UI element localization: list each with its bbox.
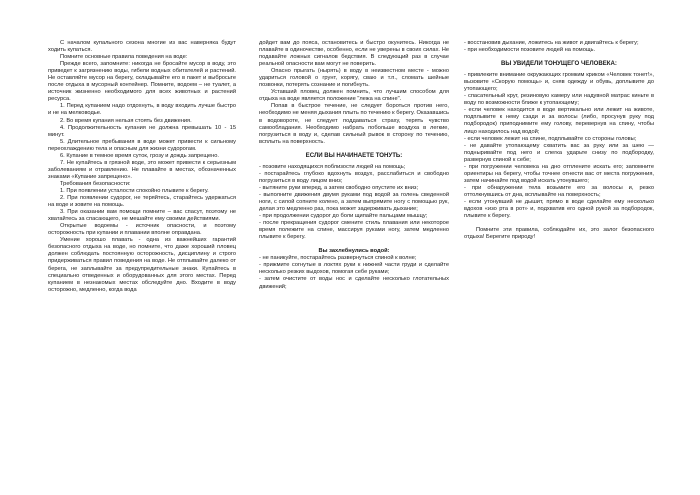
paragraph: - после прекращения судорог смените стиль плавания или некоторое время полежите на спине, массируя руками ногу, затем медленно плывите к берегу.	[259, 220, 449, 241]
paragraph: дойдет вам до пояса, остановитесь и быстро окунитесь. Никогда не плавайте в одиночестве, особенно, если не уверены в своих силах. Не подавайте ложных сигналов бедствия. В следующий раз в случае реальной опасности вам могут не поверить.	[259, 40, 449, 68]
paragraph: 2. При появлении судорог, не теряйтесь, старайтесь удержаться на воде и зовите на помощь.	[48, 195, 236, 209]
paragraph: - вытяните руки вперед, а затем свободно опустите их вниз;	[259, 184, 419, 191]
paragraph: Требования безопасности:	[60, 180, 131, 187]
paragraph: 4. Продолжительность купания не должна превышать 10 - 15 минут.	[48, 124, 236, 138]
text-column-3	[464, 40, 654, 241]
paragraph: - позовите находящихся поблизости людей на помощь;	[259, 163, 406, 170]
paragraph: Умение хорошо плавать - одна из важнейших гарантий безопасного отдыха на воде, но помните, что даже хороший пловец должен соблюдать постоянную осторожность, дисциплину и строго придерживаться правил поведения на воде. Не отплывайте далеко от берега, не заплывайте за предупредительные знаки. Купайтесь в специально отведенных и оборудованных для этого местах. Перед купанием в незнакомых местах обследуйте дно. Входите в воду осторожно, медленно, когда вода	[48, 237, 236, 293]
section-heading: ЕСЛИ ВЫ НАЧИНАЕТЕ ТОНУТЬ:	[305, 151, 403, 159]
paragraph: - при необходимости позовите людей на помощь.	[464, 47, 596, 54]
paragraph: 1. Перед купанием надо отдохнуть, в воду входить лучше быстро и не на мелководье.	[48, 103, 236, 117]
paragraph: Попав в быстрое течение, не следует бороться против него, необходимо не меняя дыхания плыть по течению к берегу. Оказавшись в водовороте, не следует поддаваться страху, терять чувство самообладания. Необходимо набрать побольше воздуха в легкие, погрузиться в воду и, сделав сильный рывок в сторону по течению, всплыть на поверхность.	[259, 103, 449, 145]
text-column-2	[259, 40, 449, 291]
paragraph: Помните основные правила поведения на воде:	[60, 54, 188, 61]
paragraph: Помните эти правила, соблюдайте их, это залог безопасного отдыха! Берегите природу!	[464, 227, 654, 241]
paragraph: - не давайте утопающему схватить вас за руку или за шею — подныривайте под него и слегка ударьте снизу по подбородку, развернув спиной к себе;	[464, 142, 654, 163]
paragraph: - привлеките внимание окружающих громким криком «Человек тонет!», вызовите «Скорую помощь» и, сняв одежду и обувь, доплывите до утопающего;	[464, 72, 654, 93]
paragraph: Вы захлебнулись водой:	[318, 248, 390, 255]
paragraph: - восстановив дыхание, ложитесь на живот и двигайтесь к берегу;	[464, 40, 639, 46]
paragraph: - спасательный круг, резиновую камеру или надувной матрас киньте в воду по возможности ближе к утопающему;	[464, 93, 654, 107]
paragraph: Опасно прыгать (нырять) в воду в неизвестном месте - можно удариться головой о грунт, корягу, сваю и т.п., сломать шейные позвонки, потерять сознание и погибнуть.	[259, 68, 449, 89]
paragraph: - выполните движения двумя руками под водой за голень сведенной ноги, с силой сопните колено, а затем выпрямите ногу с помощью рук, делая это медленно раз, пока может задерживать дыхание;	[259, 191, 449, 213]
section-heading: ВЫ УВИДЕЛИ ТОНУЩЕГО ЧЕЛОВЕКА:	[501, 60, 617, 68]
paragraph: Прежде всего, запомните: никогда не бросайте мусор в воду, это приведет к загрязнению воды, гибели водных обитателей и растений. Не оставляйте мусор на берегу, складывайте его в пакет и выбросьте после отдыха в мусорный контейнер. Помните, водоем – не туалет, а источник жизненно необходимого для всех животных и растений ресурса.	[48, 61, 236, 103]
paragraph: - постарайтесь глубоко вдохнуть воздух, расслабиться и свободно погрузиться в воду лицом вниз;	[259, 170, 449, 184]
text-column-1	[48, 40, 236, 294]
paragraph: 1. При появлении усталости спокойно плывите к берегу.	[60, 187, 209, 194]
paragraph: - прижмите согнутые в локтях руки к нижней части груди и сделайте несколько резких выдохов, помогая себе руками;	[259, 262, 449, 276]
paragraph: Открытые водоемы - источник опасности, и поэтому осторожность при купании и плавании вполне оправдана.	[48, 223, 236, 237]
paragraph: 7. Не купайтесь в грязной воде, это может привести к серьезным заболеваниям и отравлению. Не плавайте в местах, обозначенных знаками «Купание запрещено».	[48, 159, 236, 180]
paragraph: - при продолжении судорог до боли щипайте пальцами мышцу;	[259, 213, 428, 220]
paragraph: 2. Во время купания нельзя стоять без движения.	[60, 117, 192, 124]
paragraph: Уставший пловец должен помнить, что лучшим способом для отдыха на воде является положение "лежа на спине".	[259, 89, 449, 103]
paragraph: 5. Длительное пребывания в воде может привести к сильному переохлаждению тела и опасным для жизни судорогам.	[48, 138, 236, 152]
paragraph: - при погружении человека на дно отплените искать его; запомните ориентиры на берегу, чтобы точнее отнести вас от места погружения, затем начинайте под водой искать утонувшего;	[464, 163, 654, 184]
paragraph: 6. Купание в темное время суток, грозу и дождь запрещено.	[60, 152, 219, 159]
paragraph: - не паникуйте, постарайтесь развернуться спиной к волне;	[259, 255, 417, 262]
paragraph: - если человек лежит на спине, подплывайте со стороны головы;	[464, 135, 637, 142]
paragraph: 3. При оказании вам помощи помните – вас спасут, поэтому не хватайтесь за спасающего, не мешайте ему своими действиями.	[48, 209, 236, 223]
paragraph: С началом купального сезона многие из вас наверняка будут ходить купаться.	[48, 40, 236, 54]
paragraph: - если утонувший не дышит, прямо в воде сделайте ему несколько вдохов «изо рта в рот» и, подхватив его одной рукой за подбородок, плывите к берегу.	[464, 198, 654, 220]
paragraph: - если человек находится в воде вертикально или лежит на животе, подплывите к нему сзади и за волосы (либо, просунув руку под подбородок) приподнимите ему голову, перевернув на спину, чтобы лицо находилось над водой;	[464, 107, 654, 135]
paragraph: - затем очистите от воды нос и сделайте несколько глотательных движений;	[259, 276, 449, 290]
paragraph: - при обнаружении тела возьмите его за волосы и, резко оттолкнувшись от дна, всплывайте на поверхность;	[464, 184, 654, 198]
